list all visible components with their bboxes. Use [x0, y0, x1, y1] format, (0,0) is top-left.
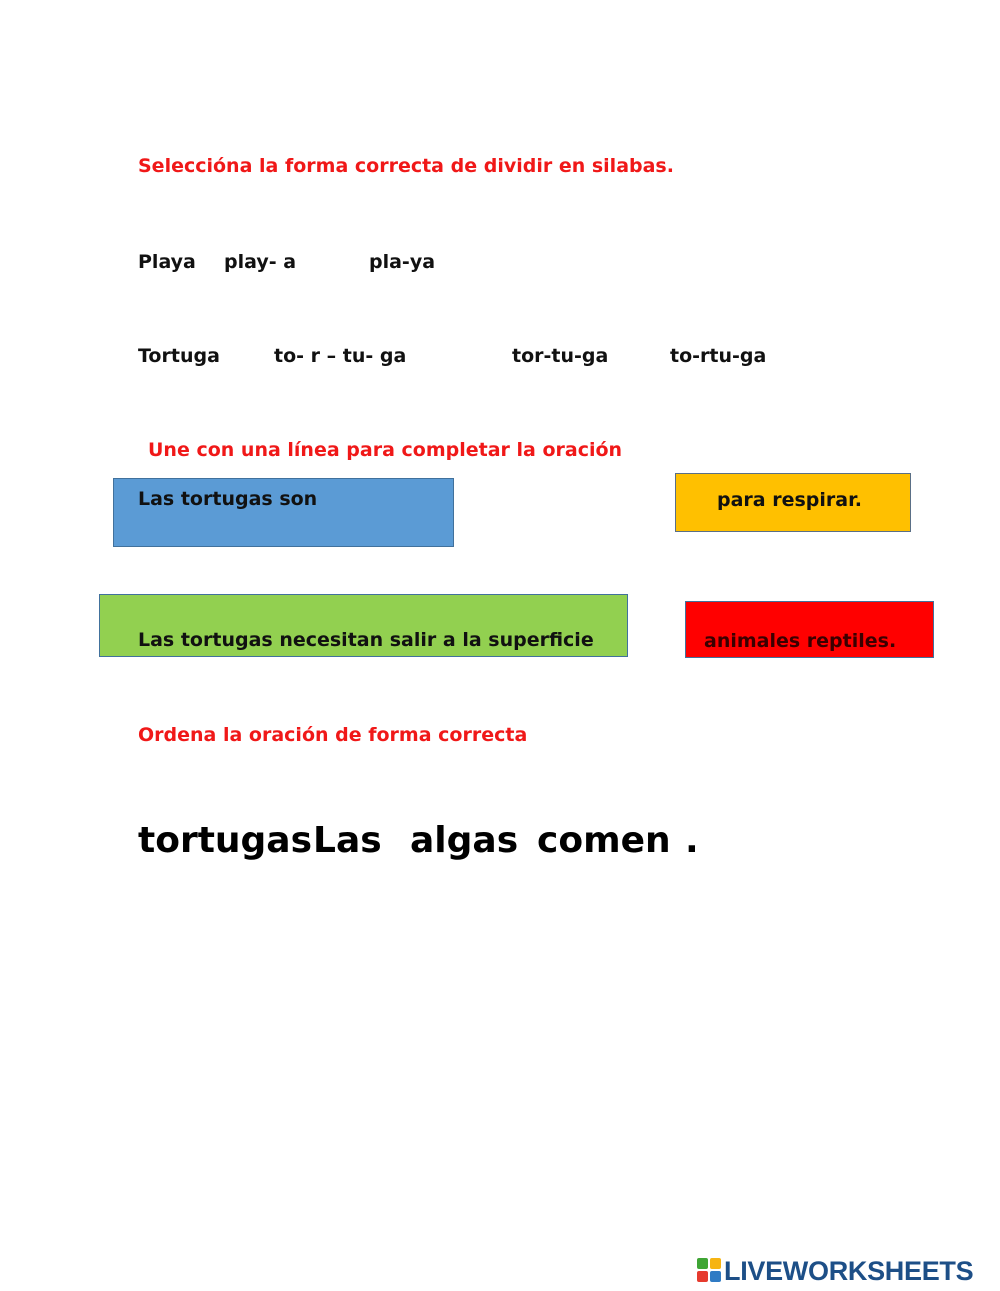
right-box-1-text: para respirar.	[717, 489, 862, 511]
option-play-a[interactable]: play- a	[224, 251, 297, 273]
logo-squares-icon	[697, 1258, 721, 1282]
option-to-rtu-ga[interactable]: to-rtu-ga	[670, 345, 767, 367]
right-box-2-text: animales reptiles.	[704, 630, 897, 652]
left-box-1[interactable]	[113, 478, 454, 547]
word-tile-tortugas[interactable]: tortugas	[138, 820, 313, 861]
left-box-2-text: Las tortugas necesitan salir a la superficie	[138, 629, 594, 651]
instruction-syllables: Seleccióna la forma correcta de dividir en silabas.	[138, 155, 674, 177]
word-tile-las[interactable]: Las	[313, 820, 382, 861]
word-tile-algas[interactable]: algas	[410, 820, 519, 861]
option-tor-tu-ga[interactable]: tor-tu-ga	[512, 345, 609, 367]
word-tile-period[interactable]: .	[685, 820, 699, 861]
right-box-2[interactable]	[685, 601, 934, 658]
word-playa: Playa	[138, 251, 196, 273]
option-to-r-tu-ga[interactable]: to- r – tu- ga	[274, 345, 407, 367]
option-pla-ya[interactable]: pla-ya	[369, 251, 436, 273]
logo-text: LIVEWORKSHEETS	[724, 1256, 974, 1286]
instruction-order: Ordena la oración de forma correcta	[138, 724, 528, 746]
instruction-match: Une con una línea para completar la oración	[148, 439, 623, 461]
left-box-2[interactable]	[99, 594, 628, 657]
right-box-1[interactable]	[675, 473, 911, 532]
word-tortuga: Tortuga	[138, 345, 220, 367]
left-box-1-text: Las tortugas son	[138, 488, 318, 510]
word-tile-comen[interactable]: comen	[537, 820, 671, 861]
